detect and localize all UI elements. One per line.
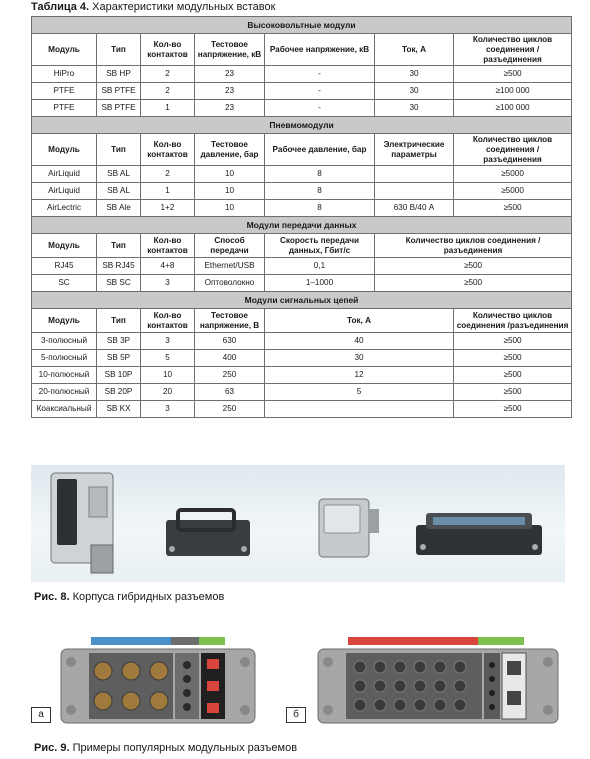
table-row: SC SB SC 3 Оптоволокно 1–1000 ≥500 — [32, 275, 572, 292]
table-row: AirLiquid SB AL 1 10 8 ≥5000 — [32, 183, 572, 200]
table-row: 3-полюсный SB 3P 3 630 40 ≥500 — [32, 333, 572, 350]
table-header-row: Модуль Тип Кол-во контактов Тестовое давление, бар Рабочее давление, бар Электрические параметры Количество циклов соединения / разъединения — [32, 134, 572, 166]
table-row: 20-полюсный SB 20P 20 63 5 ≥500 — [32, 384, 572, 401]
figure9-caption — [34, 742, 297, 754]
table-row: AirLectric SB Ale 1+2 10 8 630 В/40 А ≥500 — [32, 200, 572, 217]
section-header-signal: Модули сигнальных цепей — [32, 292, 572, 309]
figure9-caption-number: Рис. 9. — [34, 742, 70, 754]
figure9-label-b: б — [286, 707, 306, 723]
table-caption-number: Таблица 4. — [31, 1, 90, 13]
hood-housing-image — [51, 473, 113, 573]
table-row: AirLiquid SB AL 2 10 8 ≥5000 — [32, 166, 572, 183]
housings-illustration — [31, 465, 565, 582]
figure8-caption — [34, 591, 224, 603]
figure8-caption-number: Рис. 8. — [34, 591, 70, 603]
red-color-bar — [348, 637, 478, 645]
modular-connector-b — [286, 635, 576, 727]
table-row: PTFE SB PTFE 2 23 - 30 ≥100 000 — [32, 83, 572, 100]
green-color-bar — [199, 637, 225, 645]
section-header-data: Модули передачи данных — [32, 217, 572, 234]
panel-base-image — [166, 510, 250, 556]
table-caption — [31, 1, 275, 13]
table-row: HiPro SB HP 2 23 - 30 ≥500 — [32, 66, 572, 83]
figure8-caption-text: Корпуса гибридных разъемов — [69, 591, 225, 603]
small-hood-image — [319, 499, 379, 557]
long-base-image — [416, 513, 542, 555]
table-row: 5-полюсный SB 5P 5 400 30 ≥500 — [32, 350, 572, 367]
specs-table — [31, 16, 572, 418]
section-header-highvoltage: Высоковольтные модули — [32, 17, 572, 34]
table-row: RJ45 SB RJ45 4+8 Ethernet/USB 0,1 ≥500 — [32, 258, 572, 275]
table-row: PTFE SB PTFE 1 23 - 30 ≥100 000 — [32, 100, 572, 117]
housings-photo-strip — [31, 465, 565, 582]
table-row: Коаксиальный SB KX 3 250 ≥500 — [32, 401, 572, 418]
modular-connector-a — [31, 635, 281, 727]
table-header-row: Модуль Тип Кол-во контактов Тестовое напряжение, В Ток, А Количество циклов соединения /разъединения — [32, 309, 572, 333]
table-header-row: Модуль Тип Кол-во контактов Способ передачи Скорость передачи данных, Гбит/с Количество циклов соединения /разъединения — [32, 234, 572, 258]
table-row: 10-полюсный SB 10P 10 250 12 ≥500 — [32, 367, 572, 384]
blue-color-bar — [91, 637, 171, 645]
table-header-row: Модуль Тип Кол-во контактов Тестовое напряжение, кВ Рабочее напряжение, кВ Ток, А Количество циклов соединения / разъединения — [32, 34, 572, 66]
table-caption-text: Характеристики модульных вставок — [89, 1, 276, 13]
section-header-pneumatic: Пневмомодули — [32, 117, 572, 134]
grey-color-bar — [171, 637, 199, 645]
figure9-caption-text: Примеры популярных модульных разъемов — [69, 742, 298, 754]
green-color-bar — [478, 637, 524, 645]
figure9-label-a: а — [31, 707, 51, 723]
